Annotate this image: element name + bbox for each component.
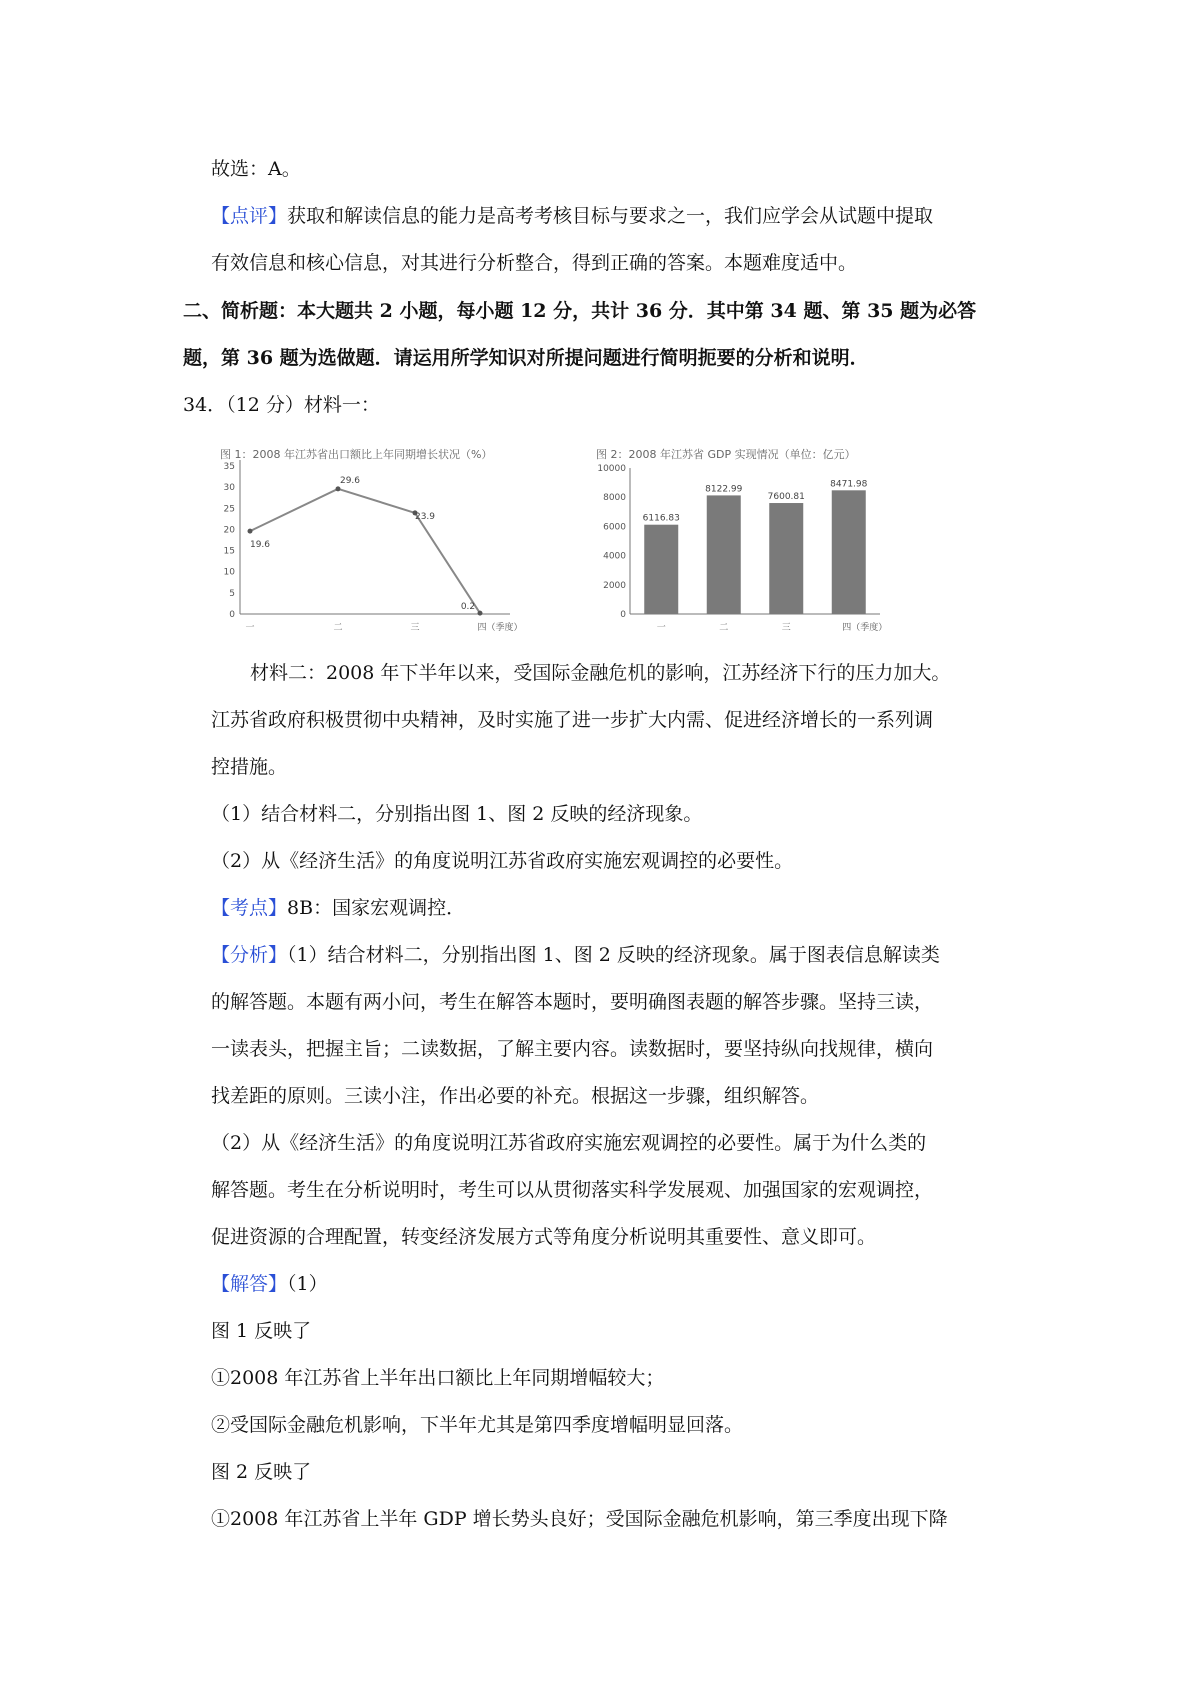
text-line bbox=[211, 895, 465, 921]
kaodian-text: 8B：国家宏观调控． bbox=[287, 897, 466, 919]
y-tick-label: 2000 bbox=[603, 580, 626, 591]
analysis-tag: 【分析】 bbox=[211, 944, 288, 966]
y-tick-label: 10000 bbox=[597, 464, 626, 474]
text-line: 材料二：2008 年下半年以来，受国际金融危机的影响，江苏经济下行的压力加大。 bbox=[250, 662, 951, 684]
text-line: 有效信息和核心信息，对其进行分析整合，得到正确的答案。本题难度适中。 bbox=[211, 252, 858, 274]
text-line: 故选：A。 bbox=[211, 158, 301, 180]
y-tick-label: 8000 bbox=[603, 493, 626, 504]
bar bbox=[644, 525, 678, 614]
question-number: 34．（12 分）材料一： bbox=[183, 394, 380, 416]
series-line bbox=[250, 489, 480, 613]
x-tick-label: 三 bbox=[781, 623, 791, 633]
data-label: 29.6 bbox=[339, 475, 361, 486]
bar bbox=[769, 503, 803, 614]
section-heading: 二、简析题：本大题共 2 小题，每小题 12 分，共计 36 分．其中第 34 题、第 35 题为必答 bbox=[183, 300, 977, 322]
figure-2 bbox=[590, 436, 908, 644]
data-label: 19.6 bbox=[249, 540, 271, 551]
kaodian-tag: 【考点】 bbox=[211, 897, 288, 919]
x-tick-label: 二 bbox=[333, 623, 343, 633]
y-tick-label: 4000 bbox=[603, 551, 626, 562]
x-tick-label: 一 bbox=[656, 623, 666, 633]
data-label: 8122.99 bbox=[705, 484, 743, 495]
y-tick-label: 30 bbox=[223, 483, 235, 494]
bar bbox=[832, 490, 866, 614]
text-line: （2）从《经济生活》的角度说明江苏省政府实施宏观调控的必要性。属于为什么类的 bbox=[211, 1132, 927, 1154]
figure-1-title: 图 1：2008 年江苏省出口额比上年同期增长状况（%） bbox=[220, 448, 493, 461]
answer-text: （1） bbox=[287, 1273, 328, 1295]
comment-text: 获取和解读信息的能力是高考考核目标与要求之一，我们应学会从试题中提取 bbox=[287, 205, 934, 227]
y-tick-label: 20 bbox=[223, 525, 235, 536]
figure-1 bbox=[214, 436, 526, 644]
figure-2-chart bbox=[590, 436, 908, 644]
y-tick-label: 15 bbox=[223, 546, 235, 557]
text-line: 促进资源的合理配置，转变经济发展方式等角度分析说明其重要性、意义即可。 bbox=[211, 1226, 877, 1248]
x-tick-label: 四（季度） bbox=[477, 623, 523, 633]
sub-question: （1）结合材料二，分别指出图 1、图 2 反映的经济现象。 bbox=[211, 803, 703, 825]
text-line bbox=[211, 942, 940, 968]
data-label: 0.2 bbox=[460, 602, 476, 613]
data-label: 6116.83 bbox=[642, 513, 680, 524]
bar bbox=[707, 495, 741, 614]
x-tick-label: 四（季度） bbox=[842, 623, 888, 633]
y-tick-label: 35 bbox=[223, 462, 235, 472]
y-tick-label: 0 bbox=[620, 610, 626, 620]
data-point bbox=[336, 486, 341, 491]
text-line: 找差距的原则。三读小注，作出必要的补充。根据这一步骤，组织解答。 bbox=[211, 1085, 820, 1107]
text-line: ②受国际金融危机影响，下半年尤其是第四季度增幅明显回落。 bbox=[211, 1414, 744, 1436]
data-label: 8471.98 bbox=[830, 479, 868, 490]
data-label: 7600.81 bbox=[767, 492, 805, 503]
text-line: 一读表头，把握主旨；二读数据，了解主要内容。读数据时，要坚持纵向找规律，横向 bbox=[211, 1038, 934, 1060]
text-line: ①2008 年江苏省上半年出口额比上年同期增幅较大； bbox=[211, 1367, 665, 1389]
text-line: ①2008 年江苏省上半年 GDP 增长势头良好；受国际金融危机影响，第三季度出现下降 bbox=[211, 1508, 948, 1530]
analysis-text: （1）结合材料二，分别指出图 1、图 2 反映的经济现象。属于图表信息解读类 bbox=[287, 944, 940, 966]
x-tick-label: 二 bbox=[719, 623, 729, 633]
text-line: 江苏省政府积极贯彻中央精神，及时实施了进一步扩大内需、促进经济增长的一系列调 bbox=[211, 709, 934, 731]
text-line: 图 2 反映了 bbox=[211, 1461, 312, 1483]
data-point bbox=[248, 529, 253, 534]
comment-tag: 【点评】 bbox=[211, 205, 288, 227]
section-heading: 题，第 36 题为选做题．请运用所学知识对所提问题进行简明扼要的分析和说明． bbox=[183, 347, 869, 369]
y-tick-label: 6000 bbox=[603, 522, 626, 533]
y-tick-label: 0 bbox=[229, 610, 235, 620]
text-line: 控措施。 bbox=[211, 756, 288, 778]
y-tick-label: 10 bbox=[223, 567, 235, 578]
answer-tag: 【解答】 bbox=[211, 1273, 288, 1295]
figure-1-chart bbox=[214, 436, 526, 644]
data-point bbox=[478, 611, 483, 616]
text-line bbox=[211, 203, 933, 229]
figure-2-title: 图 2：2008 年江苏省 GDP 实现情况（单位：亿元） bbox=[596, 448, 856, 461]
sub-question: （2）从《经济生活》的角度说明江苏省政府实施宏观调控的必要性。 bbox=[211, 850, 794, 872]
text-line bbox=[211, 1271, 328, 1297]
text-line: 图 1 反映了 bbox=[211, 1320, 312, 1342]
data-label: 23.9 bbox=[414, 511, 436, 522]
text-line: 解答题。考生在分析说明时，考生可以从贯彻落实科学发展观、加强国家的宏观调控， bbox=[211, 1179, 934, 1201]
x-tick-label: 一 bbox=[245, 623, 255, 633]
text-line: 的解答题。本题有两小问，考生在解答本题时，要明确图表题的解答步骤。坚持三读， bbox=[211, 991, 934, 1013]
y-tick-label: 25 bbox=[223, 504, 235, 515]
x-tick-label: 三 bbox=[410, 623, 420, 633]
y-tick-label: 5 bbox=[229, 588, 235, 599]
